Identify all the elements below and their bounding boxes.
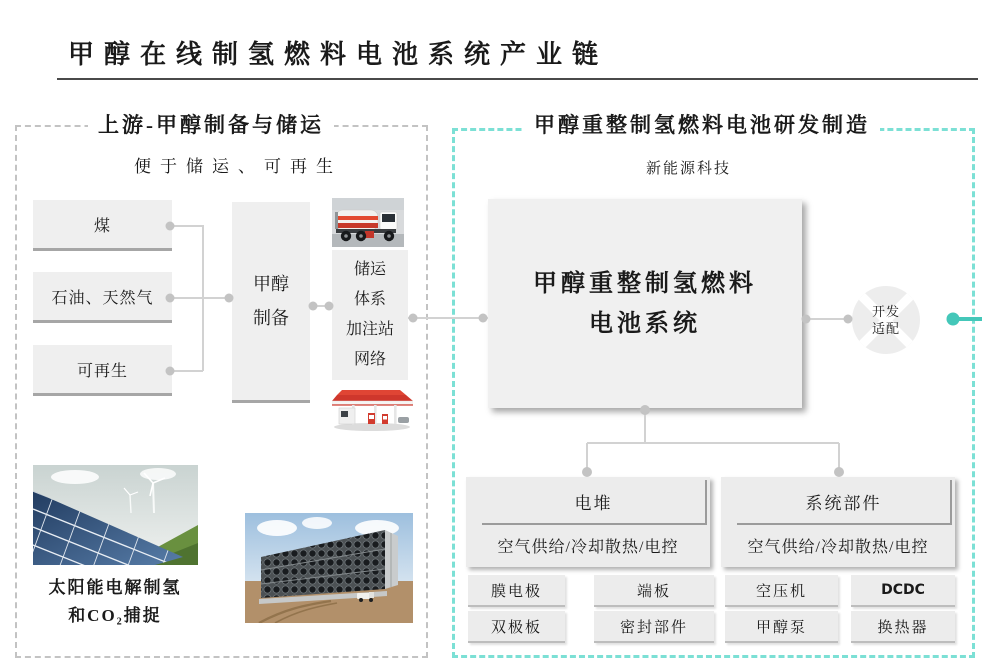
source-box-oil-gas: 石油、天然气 xyxy=(33,272,172,323)
solar-caption xyxy=(25,574,205,630)
part-box-sealing-parts: 密封部件 xyxy=(594,611,714,643)
methanol-prep-box xyxy=(232,202,310,403)
part-box-dcdc: DCDC xyxy=(851,575,955,607)
source-box-coal: 煤 xyxy=(33,200,172,251)
main-system-line2: 电池系统 xyxy=(589,310,701,337)
main-system-line1: 甲醇重整制氢燃料 xyxy=(533,270,757,297)
system-group-subtitle: 空气供给/冷却散热/电控 xyxy=(747,538,929,556)
part-box-methanol-pump: 甲醇泵 xyxy=(725,611,838,643)
storage-line2: 体系 xyxy=(353,291,386,308)
midstream-section-title: 甲醇重整制氢燃料电池研发制造 xyxy=(524,109,880,139)
gas-station-image xyxy=(332,385,413,432)
carbon-capture-plant-image xyxy=(245,513,413,623)
storage-line1: 储运 xyxy=(353,261,386,278)
upstream-section-title: 上游-甲醇制备与储运 xyxy=(88,109,334,139)
upstream-section-subtitle: 便于储运、可再生 xyxy=(134,157,342,176)
tanker-truck-image xyxy=(332,198,404,247)
part-box-membrane-electrode: 膜电极 xyxy=(468,575,565,607)
title-underline xyxy=(57,78,978,80)
solar-wind-farm-image xyxy=(33,465,198,565)
stack-group-title: 电堆 xyxy=(482,480,707,525)
page-title: 甲醇在线制氢燃料电池系统产业链 xyxy=(68,40,609,69)
adapter-line2: 适配 xyxy=(871,321,900,336)
methanol-prep-line2: 制备 xyxy=(253,308,289,328)
solar-caption-line1: 太阳能电解制氢 xyxy=(48,578,182,597)
stack-group-box xyxy=(466,477,710,567)
source-box-renewable: 可再生 xyxy=(33,345,172,396)
develop-adapt-node xyxy=(852,286,920,354)
system-group-box xyxy=(721,477,955,567)
storage-line3: 加注站 xyxy=(345,321,394,338)
storage-network-box xyxy=(332,250,408,380)
methanol-prep-line1: 甲醇 xyxy=(253,274,289,294)
adapter-line1: 开发 xyxy=(871,304,900,319)
part-box-heat-exchanger: 换热器 xyxy=(851,611,955,643)
part-box-air-compressor: 空压机 xyxy=(725,575,838,607)
system-group-title: 系统部件 xyxy=(737,480,952,525)
midstream-section-subtitle: 新能源科技 xyxy=(646,161,732,177)
storage-line4: 网络 xyxy=(353,351,386,368)
solar-caption-line2: 和CO₂捕捉 xyxy=(68,606,162,625)
stack-group-subtitle: 空气供给/冷却散热/电控 xyxy=(497,538,679,556)
part-box-end-plate: 端板 xyxy=(594,575,714,607)
main-system-box xyxy=(488,199,802,408)
part-box-bipolar-plate: 双极板 xyxy=(468,611,565,643)
